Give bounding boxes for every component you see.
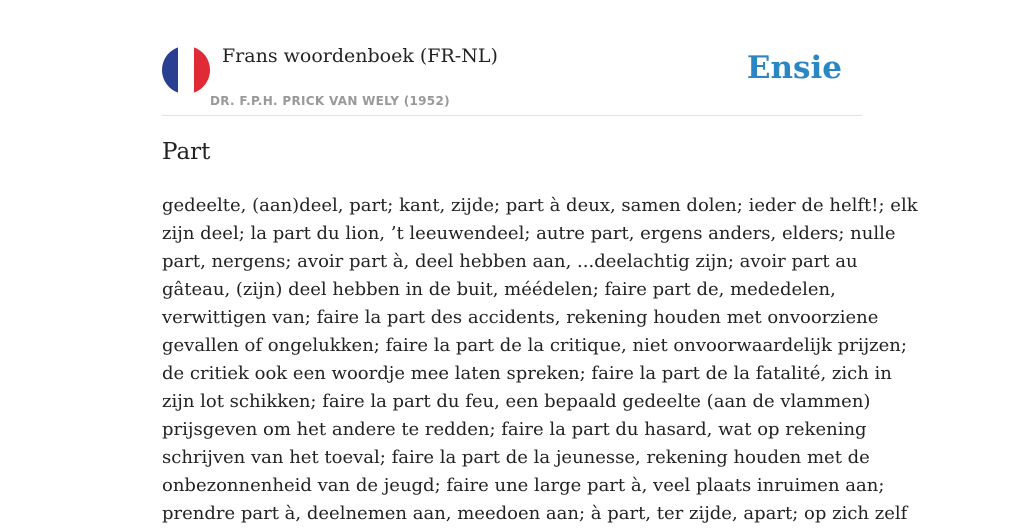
definition-line: verwittigen van; faire la part des accidents, rekening houden met onvoorziene xyxy=(162,307,879,328)
definition-line: prijsgeven om het andere te redden; faire la part du hasard, wat op rekening xyxy=(162,419,867,440)
definition-line: prendre part à, deelnemen aan, meedoen aan; à part, ter zijde, apart; op zich zelf xyxy=(162,503,908,524)
definition-line: schrijven van het toeval; faire la part de la jeunesse, rekening houden met de xyxy=(162,447,870,468)
definition-line: zijn deel; la part du lion, ’t leeuwendeel; autre part, ergens anders, elders; nulle xyxy=(162,223,896,244)
definition-line: zijn lot schikken; faire la part du feu, een bepaald gedeelte (aan de vlammen) xyxy=(162,391,871,412)
flag-stripe-blue xyxy=(162,46,178,94)
dictionary-title[interactable]: Frans woordenboek (FR-NL) xyxy=(222,45,498,67)
flag-stripe-white xyxy=(178,46,194,94)
brand-logo[interactable]: Ensie xyxy=(746,50,842,86)
flag-stripe-red xyxy=(194,46,210,94)
french-flag-icon xyxy=(162,46,210,94)
definition-line: onbezonnenheid van de jeugd; faire une large part à, veel plaats inruimen aan; xyxy=(162,475,885,496)
dictionary-author: DR. F.P.H. PRICK VAN WELY (1952) xyxy=(210,94,450,108)
definition-line: part, nergens; avoir part à, deel hebben aan, ...deelachtig zijn; avoir part au xyxy=(162,251,858,272)
definition-line: gevallen of ongelukken; faire la part de la critique, niet onvoorwaardelijk prijzen; xyxy=(162,335,907,356)
definition-line: gâteau, (zijn) deel hebben in de buit, méédelen; faire part de, mededelen, xyxy=(162,279,836,300)
entry-definition xyxy=(162,192,918,528)
dictionary-card xyxy=(162,0,918,524)
entry-word: Part xyxy=(162,139,211,165)
definition-line: gedeelte, (aan)deel, part; kant, zijde; part à deux, samen dolen; ieder de helft!; elk xyxy=(162,195,918,216)
definition-line: de critiek ook een woordje mee laten spreken; faire la part de la fatalité, zich in xyxy=(162,363,892,384)
header-divider xyxy=(162,115,862,116)
